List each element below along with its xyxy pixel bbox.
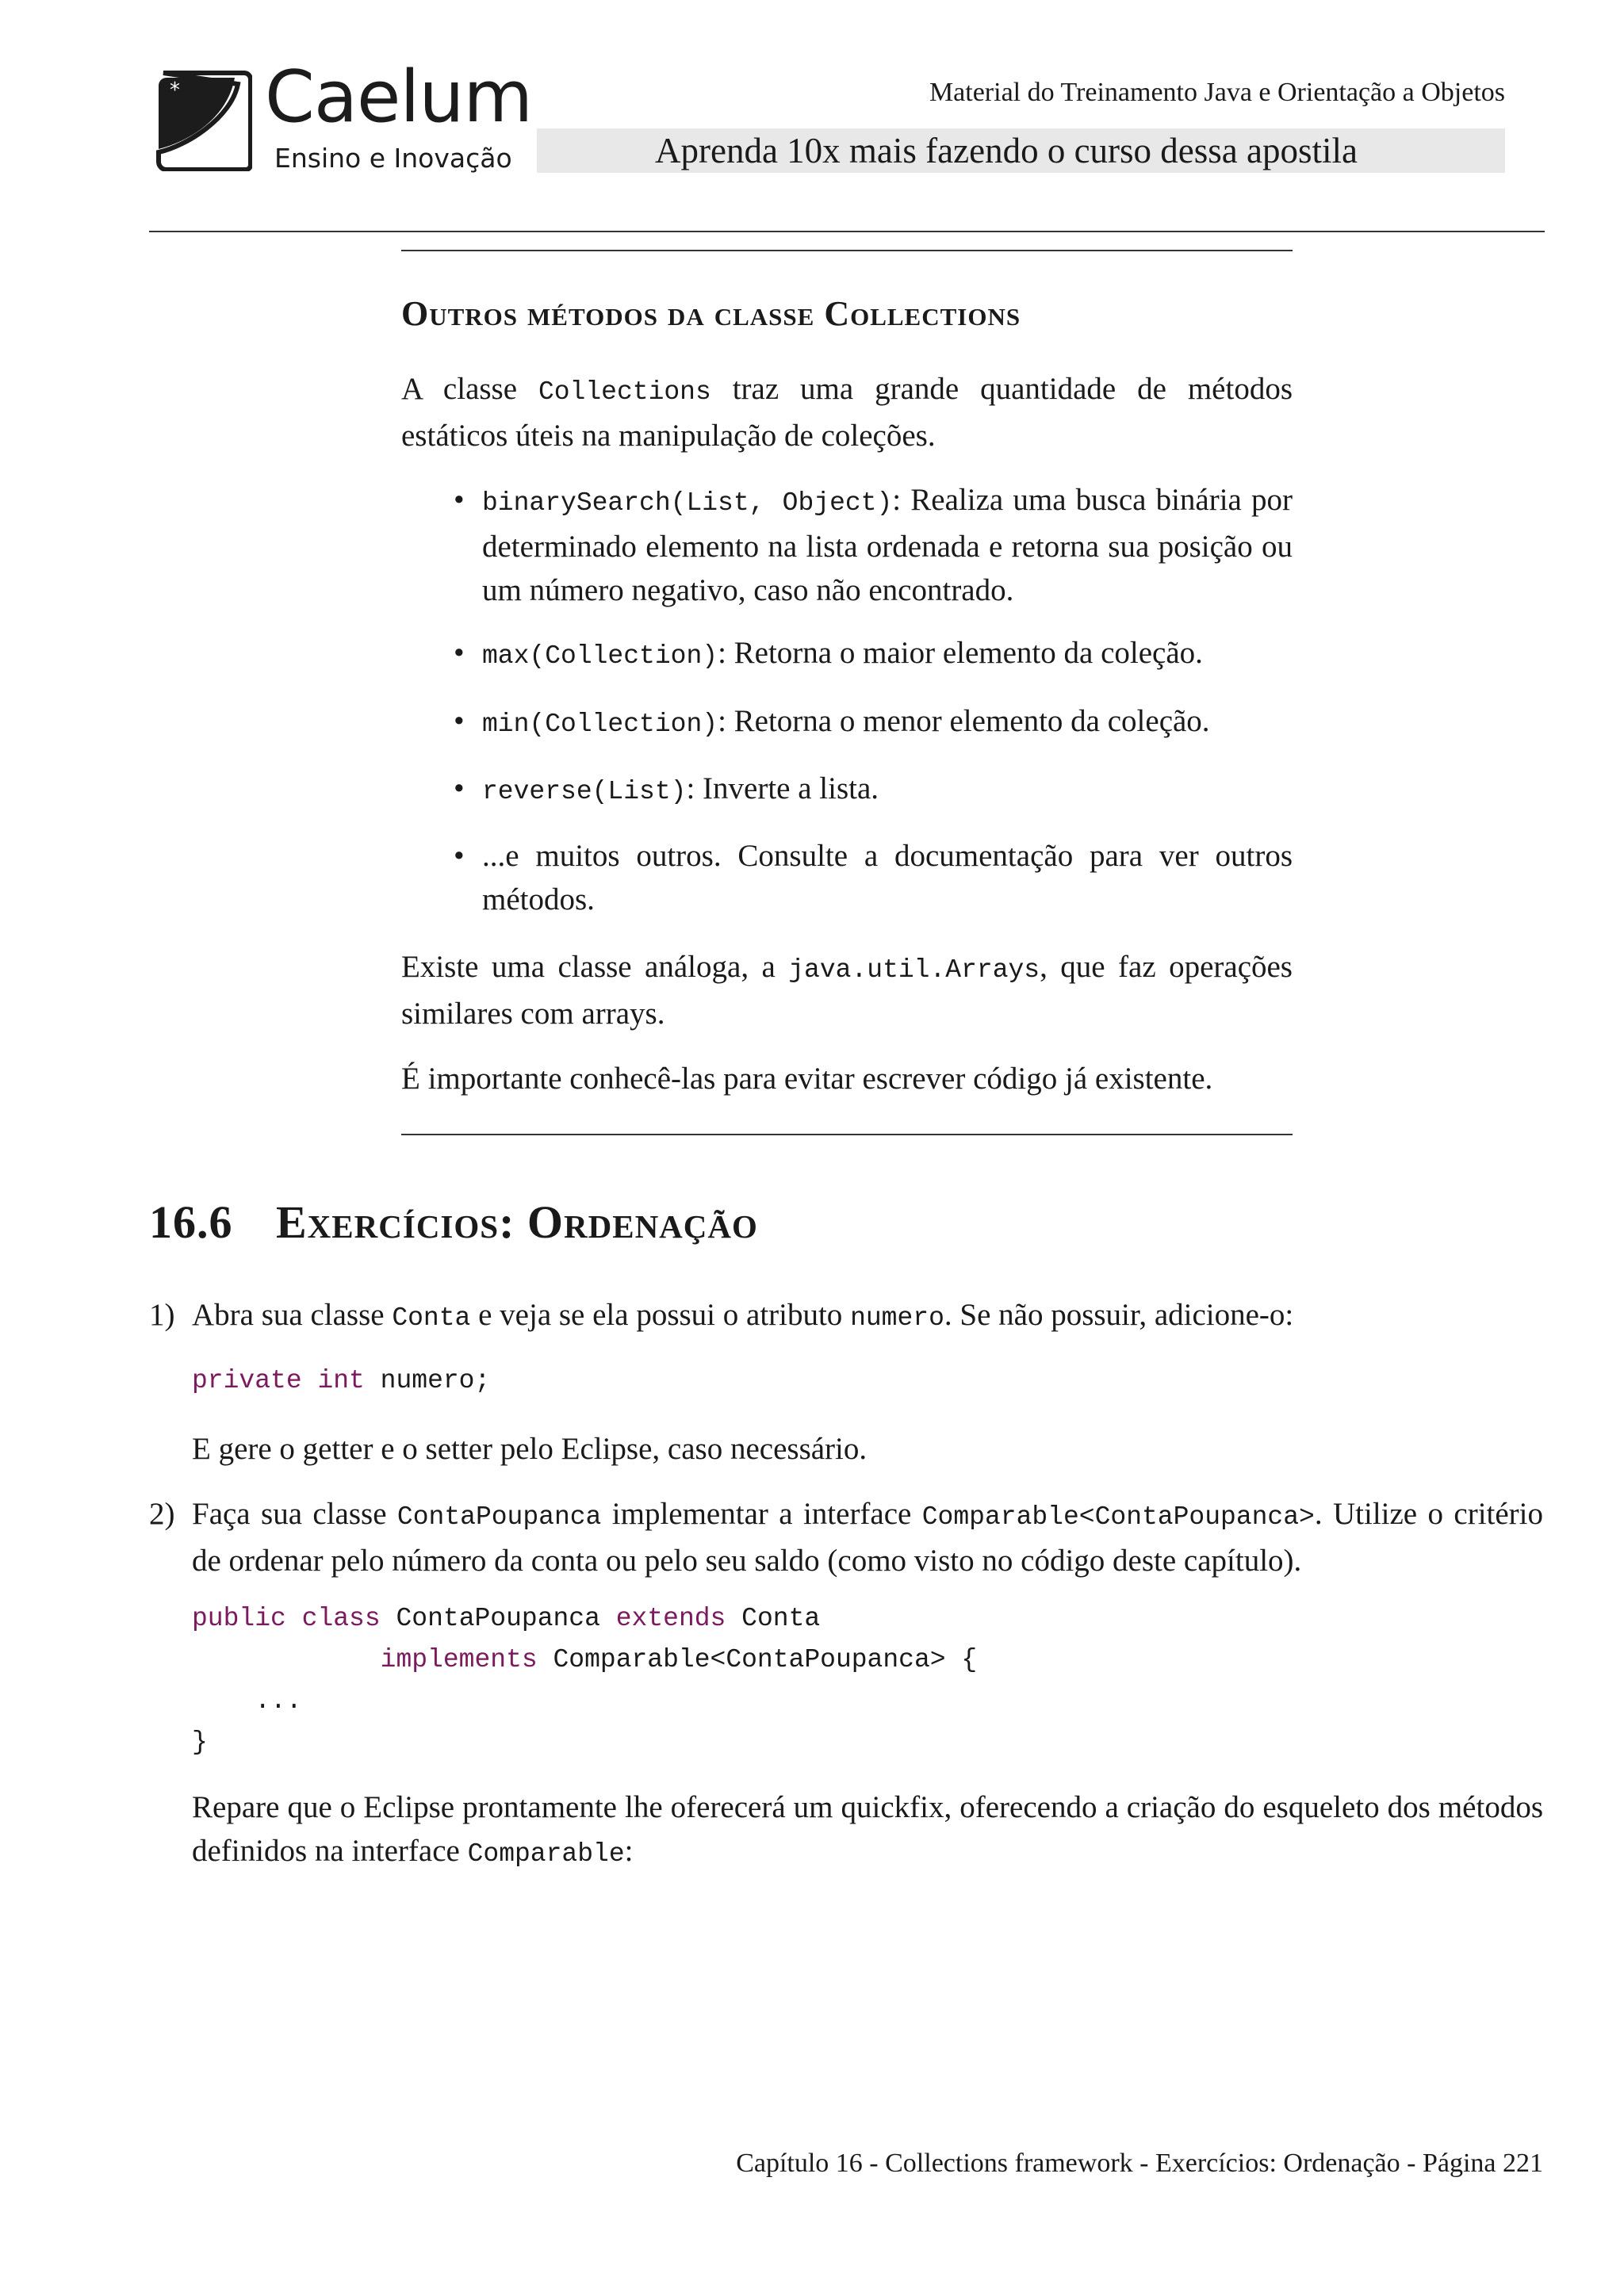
header-promo-band xyxy=(537,128,1505,173)
logo-wordmark: Caelum xyxy=(265,55,533,139)
header-course-title: Material do Treinamento Java e Orientação a Objetos xyxy=(929,78,1505,107)
caelum-logo-mark-icon xyxy=(155,70,252,171)
box-intro-paragraph: A classe Collections traz uma grande quantidade de métodos estáticos úteis na manipulação de coleções. xyxy=(401,372,1293,453)
list-item: • ...e muitos outros. Consulte a documentação para ver outros métodos. xyxy=(482,834,1293,921)
exercise-1-after: E gere o getter e o setter pelo Eclipse, caso necessário. xyxy=(192,1432,868,1466)
exercise-number: 1) xyxy=(149,1298,175,1332)
logo-tagline: Ensino e Inovação xyxy=(274,143,512,174)
box-bottom-rule xyxy=(401,1134,1293,1135)
exercise-2-text: Faça sua classe ContaPoupanca implementar a interface Comparable<ContaPoupanca>. Utilize o critério de ordenar pelo número da conta ou pelo seu saldo (como visto no código deste capítulo). xyxy=(192,1497,1544,1578)
list-item: • max(Collection): Retorna o maior elemento da coleção. xyxy=(482,631,1293,678)
list-item: • binarySearch(List, Object): Realiza uma busca binária por determinado elemento na lista ordenada e retorna sua posição ou um número negativo, caso não encontrado. xyxy=(482,478,1293,612)
exercise-2-code: public class ContaPoupanca extends Conta implements Comparable<ContaPoupanca> { ... } xyxy=(192,1604,978,1757)
exercise-1-text: Abra sua classe Conta e veja se ela possui o atributo numero. Se não possuir, adicione-o: xyxy=(192,1298,1294,1333)
box-top-rule xyxy=(401,250,1293,251)
header-promo-text: Aprenda 10x mais fazendo o curso dessa apostila xyxy=(655,131,1358,170)
box-arrays-paragraph: Existe uma classe análoga, a java.util.Arrays, que faz operações similares com arrays. xyxy=(401,950,1293,1031)
exercise-2-after: Repare que o Eclipse prontamente lhe oferecerá um quickfix, oferecendo a criação do esqueleto dos métodos definidos na interface Comparable: xyxy=(192,1790,1543,1869)
header-divider xyxy=(149,231,1545,232)
exercise-number: 2) xyxy=(149,1497,175,1531)
list-item: • min(Collection): Retorna o menor elemento da coleção. xyxy=(482,699,1293,746)
list-item: • reverse(List): Inverte a lista. xyxy=(482,767,1293,813)
section-heading: 16.6 Exercícios: Ordenação xyxy=(149,1196,758,1248)
box-title: Outros métodos da classe Collections xyxy=(401,294,1021,333)
page-footer: Capítulo 16 - Collections framework - Exercícios: Ordenação - Página 221 xyxy=(736,2149,1543,2178)
caelum-logo xyxy=(155,55,533,179)
exercise-1-code: private int numero; xyxy=(192,1366,491,1395)
box-closing-paragraph: É importante conhecê-las para evitar escrever código já existente. xyxy=(401,1062,1213,1096)
svg-text:*: * xyxy=(170,78,180,102)
